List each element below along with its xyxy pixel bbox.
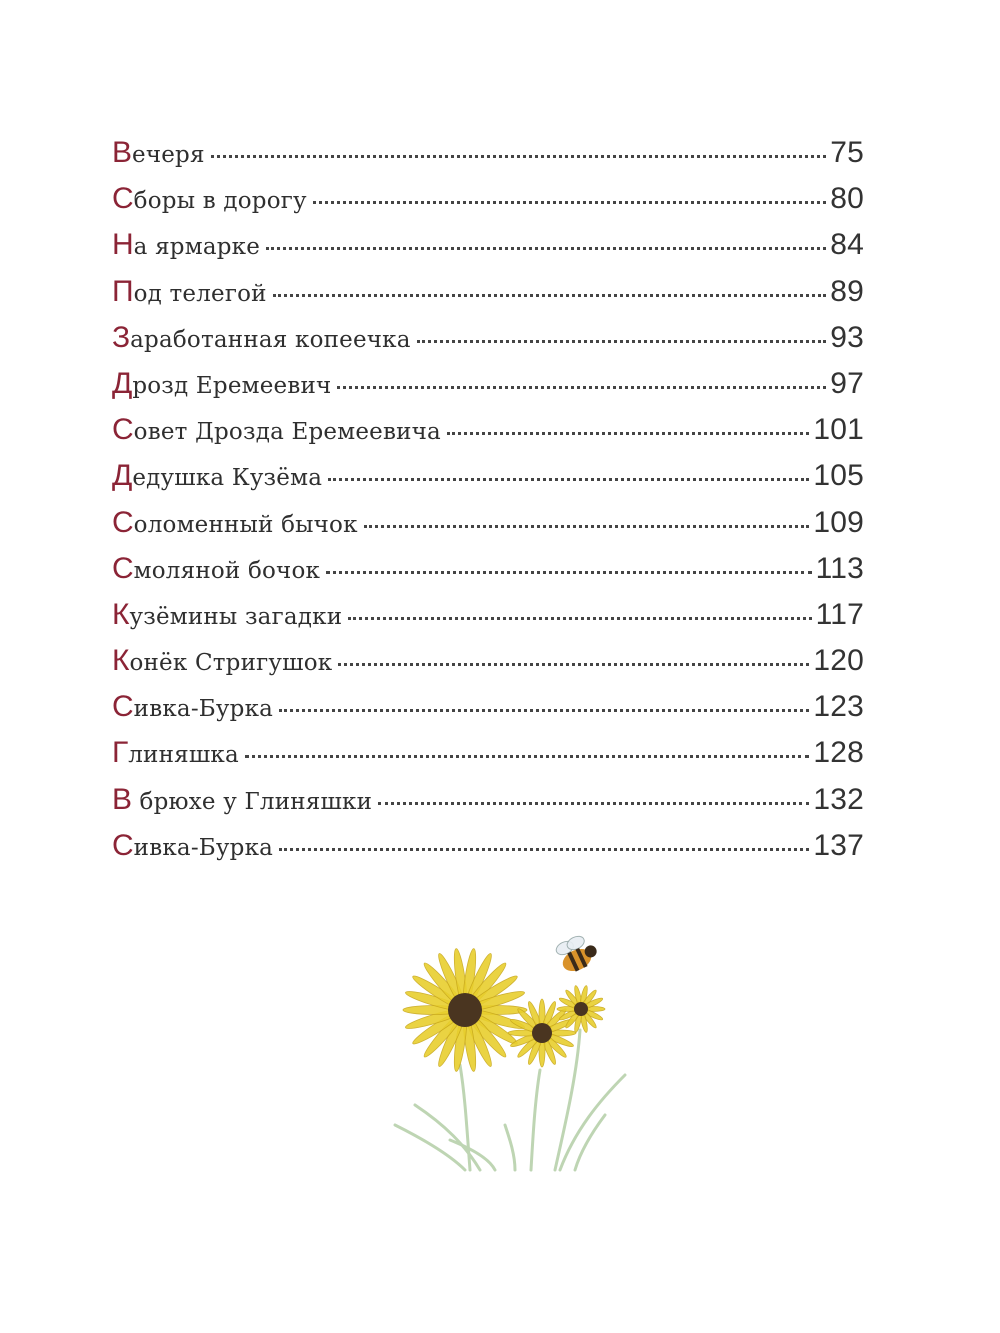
- sunflowers-with-bee-icon: [355, 925, 635, 1175]
- toc-entry-title: [112, 413, 441, 447]
- toc-entry-title: [112, 598, 342, 632]
- title-text: моляной бочок: [133, 557, 321, 584]
- page-number: 101: [813, 413, 864, 447]
- dot-leader: [266, 247, 826, 250]
- toc-entry-title: [112, 228, 260, 262]
- drop-initial: С: [112, 505, 134, 539]
- toc-entry-title: [112, 552, 320, 586]
- toc-entry-8[interactable]: [112, 459, 864, 505]
- page-number: 117: [815, 597, 864, 631]
- page-number: 132: [813, 782, 864, 816]
- dot-leader: [245, 755, 809, 758]
- toc-entry-title: [112, 783, 372, 817]
- page-number: 89: [830, 274, 864, 308]
- toc-entry-title: [112, 736, 239, 770]
- toc-entry-14[interactable]: [112, 736, 864, 782]
- toc-entry-3[interactable]: [112, 228, 864, 274]
- dot-leader: [279, 709, 809, 712]
- toc-entry-2[interactable]: [112, 182, 864, 228]
- dot-leader: [338, 663, 809, 666]
- toc-entry-12[interactable]: [112, 644, 864, 690]
- dot-leader: [211, 155, 827, 158]
- drop-initial: П: [112, 274, 134, 308]
- toc-entry-6[interactable]: [112, 367, 864, 413]
- title-text: ечеря: [132, 142, 205, 168]
- dot-leader: [326, 571, 811, 574]
- dot-leader: [313, 201, 826, 204]
- toc-entry-title: [112, 459, 322, 493]
- toc-entry-title: [112, 367, 331, 401]
- toc-entry-4[interactable]: [112, 275, 864, 321]
- title-text: ивка-Бурка: [133, 696, 274, 723]
- title-text: ивка-Бурка: [133, 834, 274, 861]
- dot-leader: [364, 525, 810, 528]
- title-text: едушка Кузёма: [132, 465, 323, 492]
- page-number: 128: [813, 736, 864, 770]
- toc-entry-title: [112, 136, 205, 170]
- toc-entry-13[interactable]: [112, 690, 864, 736]
- drop-initial: С: [112, 690, 134, 724]
- toc-entry-title: [112, 690, 273, 724]
- title-text: боры в дорогу: [133, 188, 307, 215]
- dot-leader: [348, 617, 811, 620]
- drop-initial: Д: [112, 459, 133, 493]
- drop-initial: В: [112, 136, 133, 169]
- toc-entry-5[interactable]: [112, 321, 864, 367]
- dot-leader: [328, 478, 809, 481]
- title-text: аработанная копеечка: [130, 326, 411, 353]
- drop-initial: С: [112, 828, 134, 862]
- page-number: 97: [830, 366, 864, 400]
- toc-entry-title: [112, 644, 332, 678]
- dot-leader: [447, 432, 809, 435]
- page-number: 137: [813, 828, 864, 862]
- title-text: овет Дрозда Еремеевича: [133, 419, 441, 446]
- drop-initial: С: [112, 413, 134, 447]
- drop-initial: Д: [112, 366, 133, 400]
- page-number: 123: [813, 690, 864, 724]
- page-number: 80: [830, 182, 864, 216]
- table-of-contents: [112, 136, 864, 875]
- title-text: а ярмарке: [133, 234, 261, 261]
- page-number: 120: [813, 644, 864, 678]
- toc-entry-11[interactable]: [112, 598, 864, 644]
- toc-entry-title: [112, 321, 411, 355]
- toc-entry-title: [112, 506, 358, 540]
- title-text: брюхе у Глиняшки: [132, 788, 373, 815]
- page-number: 113: [815, 551, 864, 585]
- page-number: 105: [813, 459, 864, 493]
- title-text: оломенный бычок: [133, 511, 358, 538]
- drop-initial: К: [112, 644, 130, 678]
- drop-initial: Н: [112, 228, 134, 262]
- drop-initial: С: [112, 551, 134, 585]
- drop-initial: В: [112, 782, 133, 816]
- drop-initial: К: [112, 597, 130, 631]
- title-text: од телегой: [133, 280, 267, 307]
- toc-entry-title: [112, 275, 267, 309]
- toc-entry-1[interactable]: [112, 136, 864, 182]
- drop-initial: З: [112, 320, 131, 354]
- page-number: 75: [830, 136, 864, 169]
- drop-initial: Г: [112, 736, 129, 770]
- toc-entry-10[interactable]: [112, 552, 864, 598]
- toc-entry-9[interactable]: [112, 506, 864, 552]
- dot-leader: [273, 294, 827, 297]
- toc-entry-15[interactable]: [112, 783, 864, 829]
- page-number: 109: [813, 505, 864, 539]
- toc-entry-16[interactable]: [112, 829, 864, 875]
- page-number: 84: [830, 228, 864, 262]
- title-text: розд Еремеевич: [132, 372, 332, 399]
- dot-leader: [417, 340, 827, 343]
- title-text: онёк Стригушок: [129, 650, 333, 677]
- drop-initial: С: [112, 182, 134, 216]
- toc-entry-title: [112, 182, 307, 216]
- toc-entry-7[interactable]: [112, 413, 864, 459]
- toc-entry-title: [112, 829, 273, 863]
- title-text: линяшка: [128, 742, 239, 769]
- page-number: 93: [830, 320, 864, 354]
- dot-leader: [279, 848, 809, 851]
- dot-leader: [337, 386, 826, 389]
- title-text: узёмины загадки: [129, 603, 343, 630]
- dot-leader: [378, 802, 809, 805]
